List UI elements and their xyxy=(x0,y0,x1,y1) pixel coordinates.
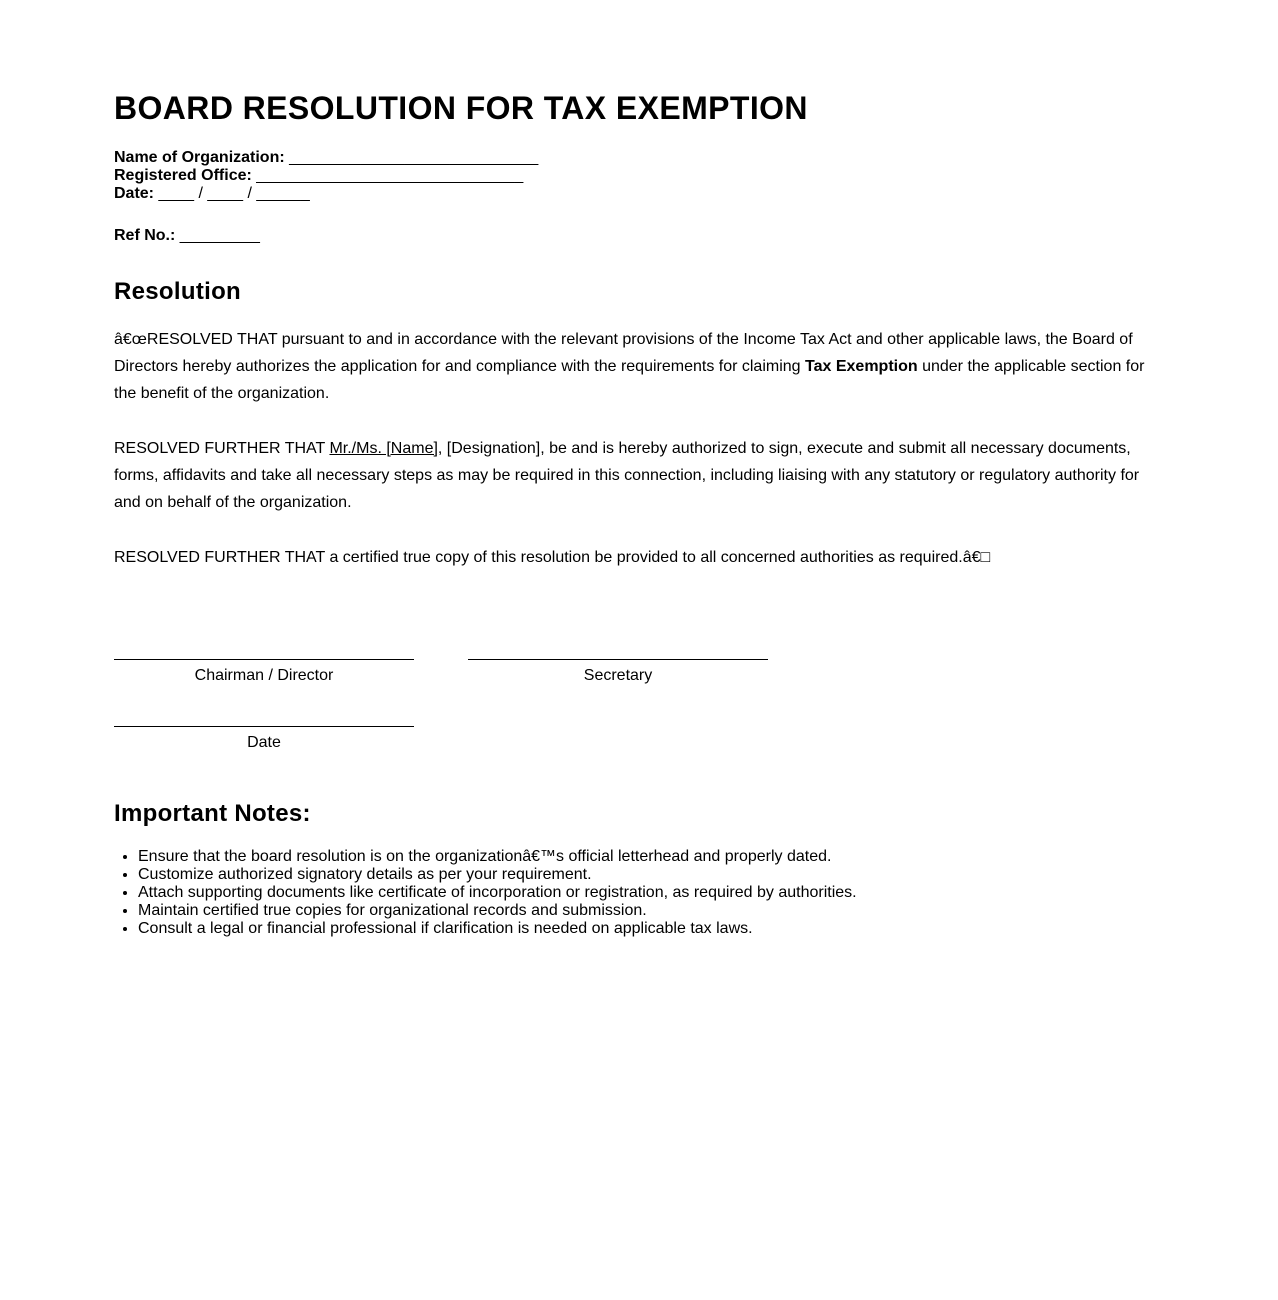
note-item: • Consult a legal or financial professional if clarification is needed on applicable tax laws. xyxy=(138,920,857,938)
registered-office-field xyxy=(114,167,538,185)
ref-no-blank: _________ xyxy=(179,227,260,244)
registered-office-blank: ______________________________ xyxy=(256,167,524,184)
date-signature-line xyxy=(114,726,414,727)
date-label: Date: xyxy=(114,185,155,202)
resolution-paragraph-2-tail: , [Designation], be and is hereby authorized to sign, execute and submit all necessary documents, forms, affidavits and take all necessary steps as may be required in this connection, including liaising with any statutory or regulatory authority for and on behalf of the organization. xyxy=(114,440,1140,512)
note-item: • Ensure that the board resolution is on the organizationâ€™s official letterhead and properly dated. xyxy=(138,848,857,866)
resolution-paragraph-2 xyxy=(114,435,1154,517)
resolution-paragraph-2-text: RESOLVED FURTHER THAT xyxy=(114,440,330,457)
note-item: • Attach supporting documents like certificate of incorporation or registration, as required by authorities. xyxy=(138,884,857,902)
organization-label: Name of Organization: xyxy=(114,149,285,166)
tax-exemption-emphasis: Tax Exemption xyxy=(805,358,918,376)
resolution-heading: Resolution xyxy=(114,278,241,305)
secretary-signature-line xyxy=(468,659,768,660)
chairman-signature-line xyxy=(114,659,414,660)
resolution-paragraph-1-text: â€œRESOLVED THAT pursuant to and in accordance with the relevant provisions of the Income Tax Act and other applicable laws, the Board of Directors hereby authorizes the application for and compliance with the requirements for claiming xyxy=(114,331,1133,376)
date-signature-label: Date xyxy=(247,734,281,751)
secretary-signature-block xyxy=(468,659,768,685)
date-blank: ____ / ____ / ______ xyxy=(158,185,310,202)
document-title: BOARD RESOLUTION FOR TAX EXEMPTION xyxy=(114,90,808,126)
note-item: • Customize authorized signatory details as per your requirement. xyxy=(138,866,857,884)
important-notes-list xyxy=(114,848,857,938)
organization-field xyxy=(114,149,538,167)
signatory-name-placeholder: Mr./Ms. [Name] xyxy=(329,440,438,457)
header-fields xyxy=(114,149,538,203)
important-notes-heading: Important Notes: xyxy=(114,800,311,827)
resolution-paragraph-1 xyxy=(114,326,1154,408)
note-item: • Maintain certified true copies for organizational records and submission. xyxy=(138,902,857,920)
ref-no-label: Ref No.: xyxy=(114,227,176,244)
chairman-signature-label: Chairman / Director xyxy=(194,667,334,684)
chairman-signature-block xyxy=(114,659,414,685)
date-field xyxy=(114,185,538,203)
registered-office-label: Registered Office: xyxy=(114,167,252,184)
organization-blank: ____________________________ xyxy=(289,149,539,166)
ref-no-field xyxy=(114,227,260,245)
date-signature-block xyxy=(114,726,414,752)
resolution-paragraph-3: RESOLVED FURTHER THAT a certified true copy of this resolution be provided to all concerned authorities as required.â€□ xyxy=(114,549,991,566)
secretary-signature-label: Secretary xyxy=(583,667,653,684)
resolution-paragraph-1-tail: under the applicable section for the benefit of the organization. xyxy=(114,358,1145,403)
